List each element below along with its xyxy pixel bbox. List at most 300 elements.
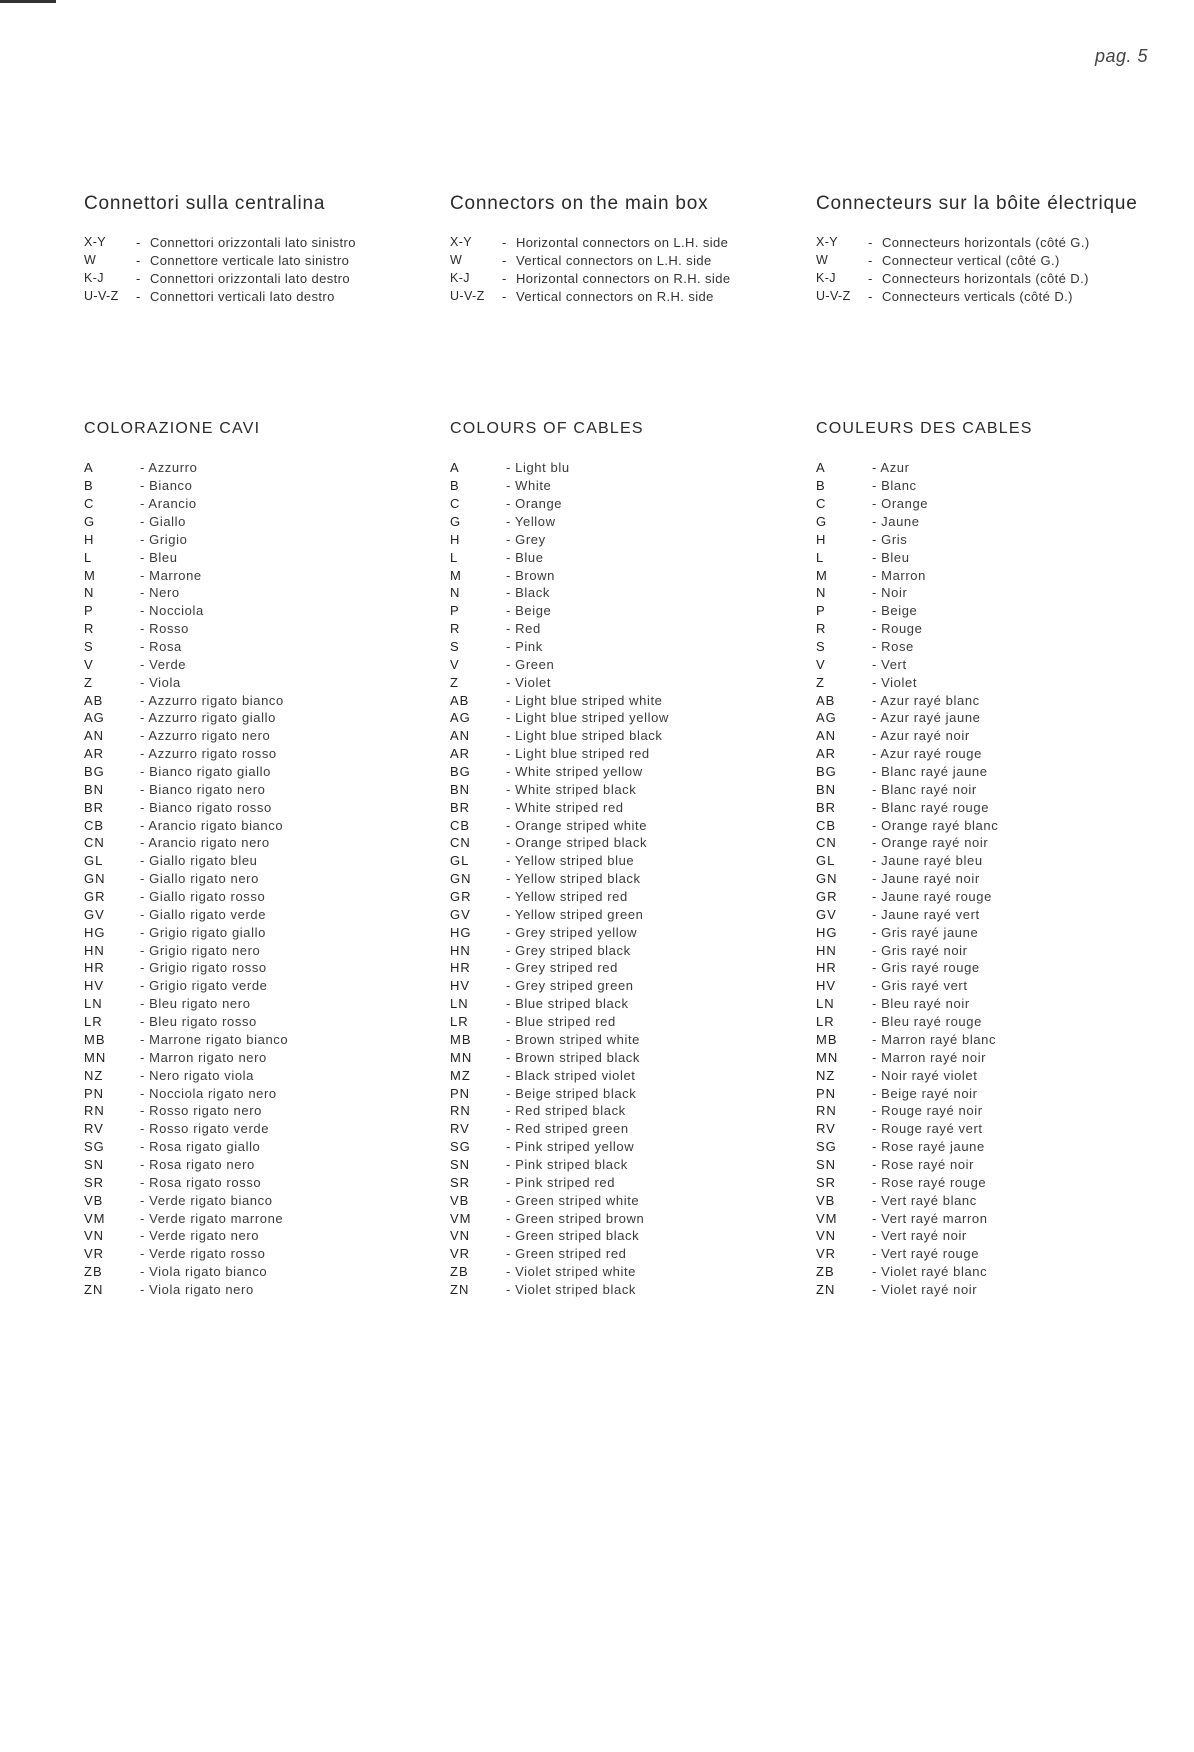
cable-row [450, 530, 669, 548]
cable-description: - Orange striped white [506, 817, 648, 833]
cable-description: - Orange rayé noir [872, 835, 989, 851]
cable-code: ZB [816, 1264, 835, 1280]
cable-code: CN [816, 835, 837, 851]
cable-row [84, 477, 288, 495]
cable-row [450, 1102, 669, 1120]
cable-row [450, 1120, 669, 1138]
cable-description: - Vert rayé noir [872, 1228, 967, 1244]
cable-description: - Giallo rigato nero [140, 871, 259, 887]
cable-description: - Verde rigato rosso [140, 1246, 266, 1262]
cable-description: - Marrone [140, 567, 202, 583]
connector-separator: - [136, 234, 141, 250]
cable-description: - Noir rayé violet [872, 1067, 978, 1083]
cable-code: R [816, 621, 827, 637]
cable-code: G [450, 514, 462, 529]
cable-row [450, 1245, 669, 1263]
cable-description: - Grigio rigato verde [140, 978, 268, 994]
cable-description: - Vert rayé rouge [872, 1246, 980, 1262]
cable-description: - Green [506, 656, 555, 672]
cable-row [84, 745, 288, 763]
cable-code: Z [84, 674, 93, 690]
cable-row [84, 530, 288, 548]
cable-description: - Viola rigato bianco [140, 1264, 268, 1280]
cable-code: H [816, 531, 827, 547]
connector-row [816, 287, 1090, 305]
connector-code: U-V-Z [450, 289, 485, 303]
cable-description: - Pink striped yellow [506, 1139, 635, 1155]
cable-code: AG [816, 710, 837, 726]
cable-row [450, 477, 669, 495]
cable-description: - Beige rayé noir [872, 1085, 978, 1101]
scan-corner-mark [0, 0, 56, 3]
cable-description: - Vert [872, 656, 907, 672]
cable-code: AB [84, 692, 104, 708]
cable-row [450, 1227, 669, 1245]
cable-code: M [450, 567, 462, 583]
cable-description: - Azzurro rigato giallo [140, 710, 276, 726]
cable-description: - Brown striped white [506, 1031, 640, 1047]
cable-description: - Jaune rayé noir [872, 871, 980, 887]
cable-description: - Pink striped black [506, 1156, 628, 1172]
connector-description: Horizontal connectors on L.H. side [516, 234, 729, 250]
cable-description: - Red striped green [506, 1121, 629, 1137]
cable-description: - Azur rayé jaune [872, 710, 981, 726]
cable-description: - Giallo rigato rosso [140, 889, 266, 905]
cable-description: - Orange [506, 496, 563, 512]
cable-description: - Azur rayé noir [872, 728, 970, 744]
cable-description: - Brown striped black [506, 1049, 640, 1065]
connectors-title-italian: Connettori sulla centralina [84, 193, 326, 214]
cable-row [84, 1209, 288, 1227]
cable-row [84, 834, 288, 852]
cable-code: AN [84, 728, 105, 744]
cable-row [816, 780, 998, 798]
cable-code: MB [816, 1031, 838, 1047]
cables-title-english: COLOURS OF CABLES [450, 420, 644, 437]
cable-row [816, 655, 998, 673]
cable-code: MB [84, 1031, 106, 1047]
cable-row [816, 941, 998, 959]
cable-row [816, 602, 998, 620]
cable-row [450, 1209, 669, 1227]
cable-row [450, 959, 669, 977]
connector-row [450, 287, 730, 305]
cable-description: - Violet rayé noir [872, 1281, 978, 1297]
cable-description: - Grey striped red [506, 960, 618, 976]
cable-description: - Nocciola rigato nero [140, 1085, 277, 1101]
cable-row [816, 620, 998, 638]
cable-code: GL [450, 853, 470, 869]
cable-row [450, 513, 669, 531]
connector-code: X-Y [450, 235, 473, 249]
connector-row [84, 251, 356, 269]
cable-row [84, 1191, 288, 1209]
cable-row [816, 852, 998, 870]
cable-row [84, 673, 288, 691]
cable-row [84, 655, 288, 673]
cable-code: GV [84, 906, 105, 922]
cable-description: - Azur rayé rouge [872, 746, 982, 762]
cable-row [816, 1209, 998, 1227]
cable-code: A [450, 460, 460, 476]
connector-description: Connecteurs verticals (côté D.) [882, 288, 1073, 304]
cable-row [816, 798, 998, 816]
cable-description: - Blanc [872, 478, 917, 494]
cable-code: VR [84, 1246, 105, 1262]
cable-row [84, 1102, 288, 1120]
cable-code: MN [816, 1049, 839, 1065]
cable-description: - Yellow [506, 514, 556, 529]
cable-code: BN [816, 781, 837, 797]
cable-row [450, 1173, 669, 1191]
connector-description: Connecteur vertical (côté G.) [882, 252, 1060, 268]
connector-description: Connettore verticale lato sinistro [150, 252, 350, 268]
cable-code: LN [816, 996, 835, 1012]
connector-description: Connettori orizzontali lato destro [150, 270, 351, 286]
connector-code: K-J [450, 271, 470, 285]
cable-row [816, 1281, 998, 1299]
cable-code: LR [450, 1014, 469, 1030]
cable-code: L [816, 549, 825, 565]
cable-code: GN [450, 871, 472, 887]
cable-description: - Marron [872, 567, 926, 583]
cable-row [84, 459, 288, 477]
cable-row [816, 477, 998, 495]
cable-description: - White striped yellow [506, 764, 643, 780]
cable-row [816, 727, 998, 745]
cable-description: - Arancio rigato bianco [140, 817, 284, 833]
cable-row [816, 745, 998, 763]
cable-code: C [84, 496, 95, 512]
connector-row [450, 269, 730, 287]
cable-description: - Light blu [506, 460, 570, 476]
connector-separator: - [502, 270, 507, 286]
cable-code: GL [816, 853, 836, 869]
cable-code: LN [84, 996, 103, 1012]
cable-code: S [816, 639, 826, 655]
cable-code: G [84, 514, 96, 529]
cable-code: CN [450, 835, 471, 851]
cable-description: - Gris rayé jaune [872, 924, 979, 940]
connector-row [84, 233, 356, 251]
cable-code: VB [84, 1192, 104, 1208]
cable-description: - Grigio [140, 531, 188, 547]
cable-description: - Rose [872, 639, 914, 655]
cable-row [816, 513, 998, 531]
cable-description: - White striped red [506, 799, 624, 815]
cable-description: - Green striped black [506, 1228, 640, 1244]
cable-row [450, 1084, 669, 1102]
cable-code: GN [816, 871, 838, 887]
cable-description: - Orange striped black [506, 835, 648, 851]
cable-code: VN [450, 1228, 471, 1244]
cable-row [84, 495, 288, 513]
cable-row [84, 1120, 288, 1138]
cable-description: - Verde rigato bianco [140, 1192, 273, 1208]
cable-code: V [816, 656, 826, 672]
cable-description: - Yellow striped red [506, 889, 628, 905]
connector-code: W [450, 253, 463, 267]
cable-code: BN [84, 781, 105, 797]
cable-description: - Orange rayé blanc [872, 817, 999, 833]
cable-code: BR [84, 799, 105, 815]
cable-code: BG [450, 764, 471, 780]
cable-description: - Blue striped red [506, 1014, 616, 1030]
cable-description: - Rose rayé rouge [872, 1174, 987, 1190]
cable-row [450, 459, 669, 477]
cable-description: - Yellow striped black [506, 871, 641, 887]
cable-row [84, 923, 288, 941]
cable-row [816, 1245, 998, 1263]
cable-description: - Rosa rigato giallo [140, 1139, 261, 1155]
cable-row [84, 1263, 288, 1281]
cable-code: HR [816, 960, 837, 976]
cable-description: - Bianco rigato nero [140, 781, 266, 797]
cable-description: - White [506, 478, 552, 494]
cable-row [84, 959, 288, 977]
cable-row [84, 620, 288, 638]
cable-row [816, 638, 998, 656]
cable-row [816, 530, 998, 548]
cable-row [84, 888, 288, 906]
cable-code: BG [816, 764, 837, 780]
cable-row [84, 1138, 288, 1156]
cables-title-french: COULEURS DES CABLES [816, 420, 1033, 437]
connector-description: Connettori verticali lato destro [150, 288, 335, 304]
cable-description: - Vert rayé marron [872, 1210, 988, 1226]
cable-code: L [450, 549, 459, 565]
cable-row [816, 459, 998, 477]
cable-code: HV [84, 978, 105, 994]
connector-row [816, 233, 1090, 251]
cable-code: CN [84, 835, 105, 851]
cable-description: - Viola [140, 674, 181, 690]
cable-description: - Giallo rigato verde [140, 906, 267, 922]
cable-code: GR [816, 889, 838, 905]
cable-description: - Red [506, 621, 541, 637]
cable-row [450, 602, 669, 620]
cable-code: BG [84, 764, 105, 780]
cable-code: CB [816, 817, 837, 833]
cable-description: - Verde rigato nero [140, 1228, 260, 1244]
cable-code: ZB [450, 1264, 469, 1280]
cable-description: - Nero rigato viola [140, 1067, 254, 1083]
cable-code: AB [450, 692, 470, 708]
cable-code: RV [450, 1121, 470, 1137]
cable-row [84, 548, 288, 566]
connector-code: X-Y [84, 235, 107, 249]
connector-row [816, 269, 1090, 287]
cable-description: - Grigio rigato nero [140, 942, 261, 958]
cable-code: V [84, 656, 94, 672]
cable-code: B [450, 478, 460, 494]
cable-code: Z [450, 674, 459, 690]
cable-description: - Green striped white [506, 1192, 640, 1208]
connector-row [450, 233, 730, 251]
cable-description: - Grey striped yellow [506, 924, 638, 940]
cable-description: - Jaune rayé rouge [872, 889, 992, 905]
cable-row [816, 959, 998, 977]
connector-separator: - [502, 252, 507, 268]
cable-code: AN [816, 728, 837, 744]
cable-description: - Viola rigato nero [140, 1281, 254, 1297]
cable-row [84, 691, 288, 709]
cable-description: - Bleu [140, 549, 178, 565]
cable-code: SN [816, 1156, 837, 1172]
cable-description: - Rosso [140, 621, 189, 637]
cable-code: SR [816, 1174, 837, 1190]
cable-code: HR [450, 960, 471, 976]
connector-description: Vertical connectors on L.H. side [516, 252, 712, 268]
cable-code: A [84, 460, 94, 476]
cable-row [450, 1263, 669, 1281]
cable-description: - Blue [506, 549, 544, 565]
cable-row [84, 977, 288, 995]
cable-description: - Azur [872, 460, 910, 476]
cable-description: - Light blue striped black [506, 728, 663, 744]
cable-row [84, 780, 288, 798]
cable-row [816, 566, 998, 584]
cable-row [450, 1281, 669, 1299]
cable-description: - Green striped red [506, 1246, 627, 1262]
cable-description: - Azzurro rigato nero [140, 728, 271, 744]
connectors-title-french: Connecteurs sur la bôite électrique [816, 193, 1138, 214]
cable-description: - Rosso rigato verde [140, 1121, 270, 1137]
cable-row [84, 513, 288, 531]
cable-description: - Azzurro rigato rosso [140, 746, 277, 762]
connector-separator: - [502, 288, 507, 304]
connector-row [84, 269, 356, 287]
cable-row [84, 727, 288, 745]
cable-code: AG [450, 710, 471, 726]
cable-row [84, 905, 288, 923]
cable-row [84, 1066, 288, 1084]
cable-code: HN [84, 942, 105, 958]
cable-description: - Gris rayé noir [872, 942, 968, 958]
cable-description: - Jaune rayé bleu [872, 853, 983, 869]
cable-description: - Bleu [872, 549, 910, 565]
cable-description: - Light blue striped red [506, 746, 650, 762]
cable-code: Z [816, 674, 825, 690]
cable-row [450, 888, 669, 906]
cable-description: - Marron rigato nero [140, 1049, 267, 1065]
connector-separator: - [502, 234, 507, 250]
cable-description: - Rose rayé jaune [872, 1139, 985, 1155]
cable-row [450, 691, 669, 709]
cable-code: B [816, 478, 826, 494]
cable-code: SR [450, 1174, 471, 1190]
cable-row [450, 905, 669, 923]
cable-code: VM [84, 1210, 106, 1226]
cable-code: H [450, 531, 461, 547]
cable-row [816, 816, 998, 834]
cable-row [450, 763, 669, 781]
cable-row [84, 584, 288, 602]
cable-row [450, 566, 669, 584]
cable-code: HG [816, 924, 838, 940]
cable-code: A [816, 460, 826, 476]
connectors-title-english: Connectors on the main box [450, 193, 709, 214]
connectors-list-italian [84, 233, 356, 305]
cable-description: - Gris rayé rouge [872, 960, 980, 976]
connector-separator: - [868, 288, 873, 304]
cable-description: - Marron rayé noir [872, 1049, 987, 1065]
cable-row [84, 709, 288, 727]
cable-row [450, 870, 669, 888]
cable-row [816, 548, 998, 566]
cable-code: SR [84, 1174, 105, 1190]
cable-row [450, 941, 669, 959]
connector-code: W [816, 253, 829, 267]
cable-row [816, 495, 998, 513]
cable-row [84, 798, 288, 816]
cable-code: M [84, 567, 96, 583]
cables-title-italian: COLORAZIONE CAVI [84, 420, 261, 437]
cable-code: AR [84, 746, 105, 762]
cable-code: MN [450, 1049, 473, 1065]
cable-code: AG [84, 710, 105, 726]
cable-row [816, 1031, 998, 1049]
cable-description: - Bleu rayé rouge [872, 1014, 982, 1030]
cable-row [84, 941, 288, 959]
cable-row [450, 995, 669, 1013]
cable-row [816, 1138, 998, 1156]
cable-code: SG [816, 1139, 837, 1155]
cable-code: C [816, 496, 827, 512]
cable-row [84, 816, 288, 834]
cable-row [816, 709, 998, 727]
cable-row [450, 745, 669, 763]
cable-row [450, 620, 669, 638]
connector-separator: - [868, 252, 873, 268]
cable-row [816, 995, 998, 1013]
cable-description: - Light blue striped yellow [506, 710, 669, 726]
cable-row [450, 780, 669, 798]
cable-description: - Blue striped black [506, 996, 629, 1012]
cable-code: GR [450, 889, 472, 905]
cable-description: - Bianco [140, 478, 193, 494]
cable-row [816, 1227, 998, 1245]
cable-code: R [84, 621, 95, 637]
cable-description: - Pink striped red [506, 1174, 616, 1190]
cable-row [450, 655, 669, 673]
cable-row [450, 816, 669, 834]
cable-row [816, 923, 998, 941]
cable-row [450, 1048, 669, 1066]
cable-row [816, 691, 998, 709]
cables-list-french [816, 459, 998, 1298]
cable-row [816, 888, 998, 906]
cable-description: - Arancio [140, 496, 197, 512]
cable-row [450, 673, 669, 691]
cable-code: VR [450, 1246, 471, 1262]
cable-description: - Giallo [140, 514, 186, 529]
cable-row [816, 1173, 998, 1191]
cable-code: RN [450, 1103, 471, 1119]
cable-description: - Nero [140, 585, 180, 601]
cable-description: - Rouge [872, 621, 923, 637]
cable-row [84, 566, 288, 584]
cable-row [816, 905, 998, 923]
cable-description: - Rosa rigato rosso [140, 1174, 262, 1190]
connector-code: W [84, 253, 97, 267]
cable-description: - Bianco rigato rosso [140, 799, 272, 815]
cable-code: G [816, 514, 828, 529]
cable-row [84, 1048, 288, 1066]
cable-code: RN [84, 1103, 105, 1119]
cable-code: VM [450, 1210, 472, 1226]
cable-row [816, 1048, 998, 1066]
